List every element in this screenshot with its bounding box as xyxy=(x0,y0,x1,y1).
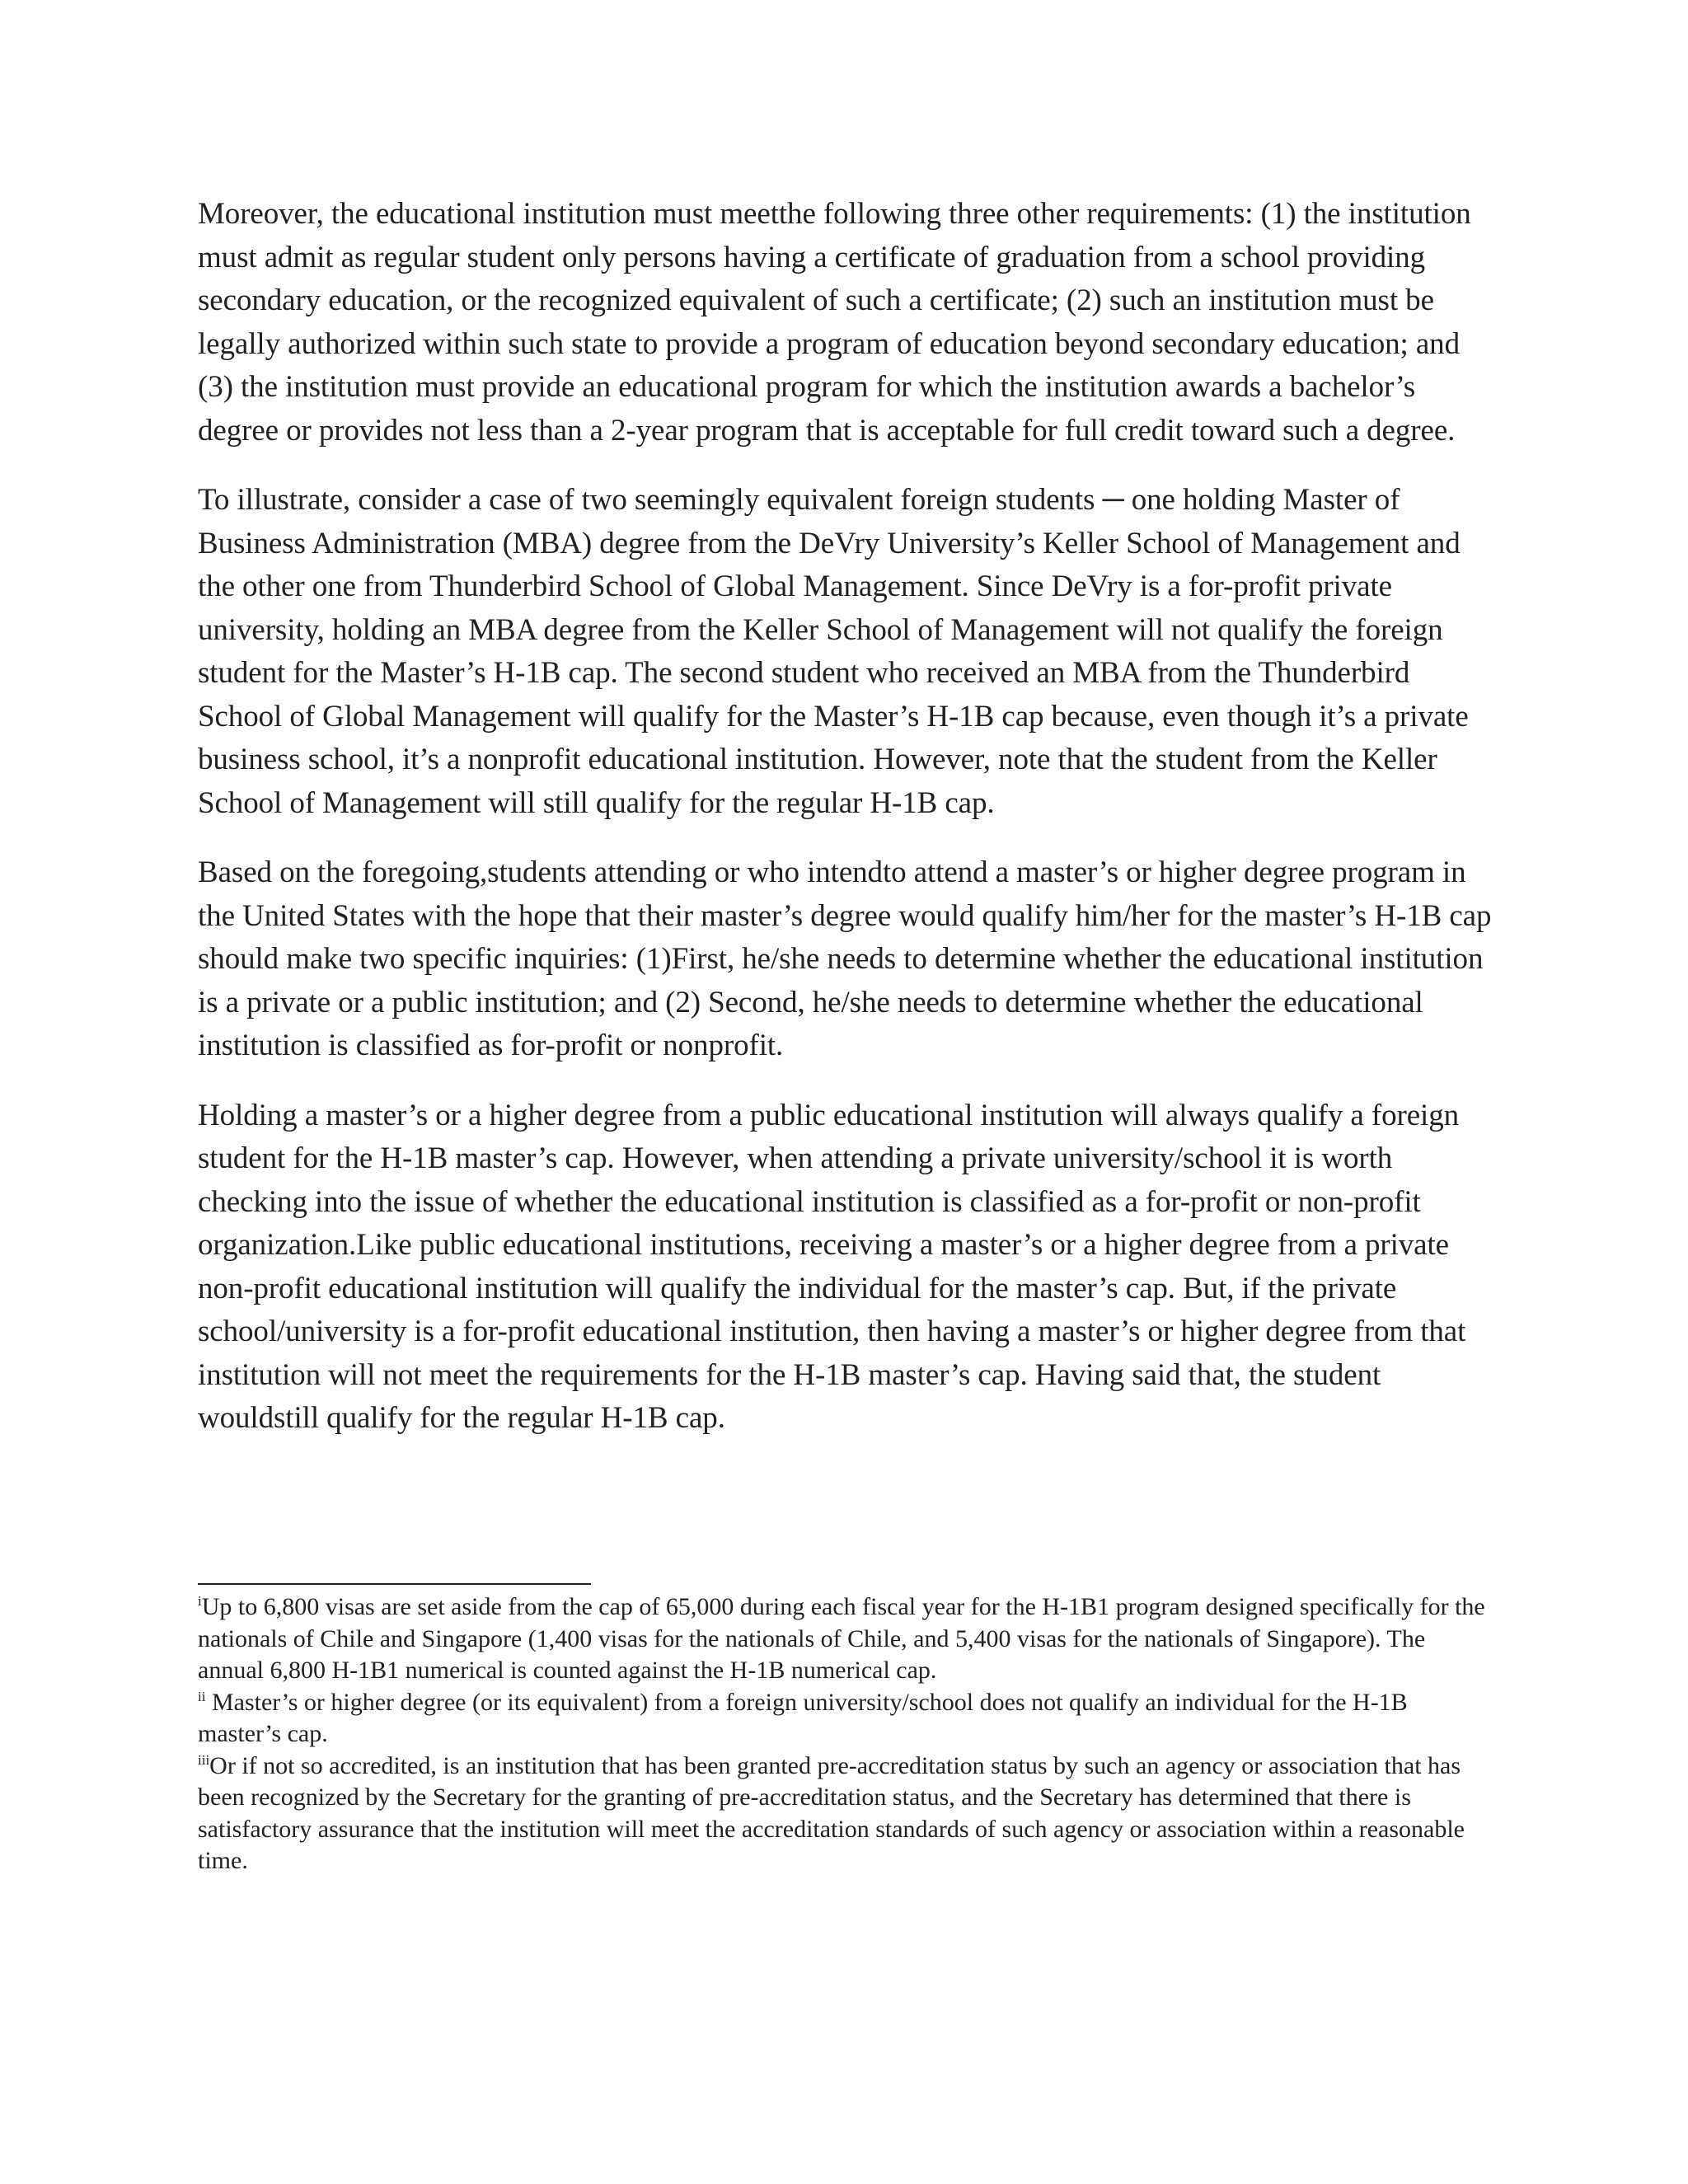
footnote-text: Up to 6,800 visas are set aside from the cap of 65,000 during each fiscal year for the H-1B1 program designed specifically for the nationals of Chile and Singapore (1,400 visas for the nationals of Chile, and 5,400 visas for the nationals of Singapore). The annual 6,800 H-1B1 numerical is counted against the H-1B numerical cap. xyxy=(198,1593,1485,1684)
footnote-marker: i xyxy=(198,1593,202,1609)
footnotes xyxy=(198,1591,1492,1877)
footnote-separator xyxy=(198,1583,591,1585)
paragraph-public-vs-private: Holding a master’s or a higher degree from a public educational institution will always qualify a foreign student for the H-1B master’s cap. However, when attending a private university/school it is worth checking into the issue of whether the educational institution is classified as a for-profit or non-profit organization.Like public educational institutions, receiving a master’s or a higher degree from a private non-profit educational institution will qualify the individual for the master’s cap. But, if the private school/university is a for-profit educational institution, then having a master’s or higher degree from that institution will not meet the requirements for the H-1B master’s cap. Having said that, the student wouldstill qualify for the regular H-1B cap. xyxy=(198,1098,1466,1435)
paragraph-mba-illustration: To illustrate, consider a case of two seemingly equivalent foreign students ─ one holding Master of Business Administration (MBA) degree from the DeVry University’s Keller School of Management and the other one from Thunderbird School of Global Management. Since DeVry is a for-profit private university, holding an MBA degree from the Keller School of Management will not qualify the foreign student for the Master’s H-1B cap. The second student who received an MBA from the Thunderbird School of Global Management will qualify for the Master’s H-1B cap because, even though it’s a private business school, it’s a nonprofit educational institution. However, note that the student from the Keller School of Management will still qualify for the regular H-1B cap. xyxy=(198,483,1469,820)
footnote-text: Or if not so accredited, is an institution that has been granted pre-accreditation status by such an agency or association that has been recognized by the Secretary for the granting of pre-accreditation status, and the Secretary has determined that there is satisfactory assurance that the institution will meet the accreditation standards of such agency or association within a reasonable time. xyxy=(198,1751,1465,1874)
footnote-marker: iii xyxy=(198,1751,210,1768)
footnote-marker: ii xyxy=(198,1688,206,1704)
paragraph-institution-requirements: Moreover, the educational institution must meetthe following three other requirements: (1) the institution must admit as regular student only persons having a certificate of graduation from a school providing secondary education, or the recognized equivalent of such a certificate; (2) such an institution must be legally authorized within such state to provide a program of education beyond secondary education; and (3) the institution must provide an educational program for which the institution awards a bachelor’s degree or provides not less than a 2-year program that is acceptable for full credit toward such a degree. xyxy=(198,197,1471,448)
footnote-iii xyxy=(198,1750,1492,1877)
footnote-i xyxy=(198,1591,1492,1687)
footnote-ii xyxy=(198,1687,1492,1750)
paragraph-specific-inquiries: Based on the foregoing,students attending or who intendto attend a master’s or higher degree program in the United States with the hope that their master’s degree would qualify him/her for the master’s H-1B cap should make two specific inquiries: (1)First, he/she needs to determine whether the educational institution is a private or a public institution; and (2) Second, he/she needs to determine whether the educational institution is classified as for-profit or nonprofit. xyxy=(198,855,1492,1062)
body-text xyxy=(198,193,1492,1467)
footnote-text: Master’s or higher degree (or its equivalent) from a foreign university/school does not qualify an individual for the H-1B master’s cap. xyxy=(198,1688,1408,1747)
